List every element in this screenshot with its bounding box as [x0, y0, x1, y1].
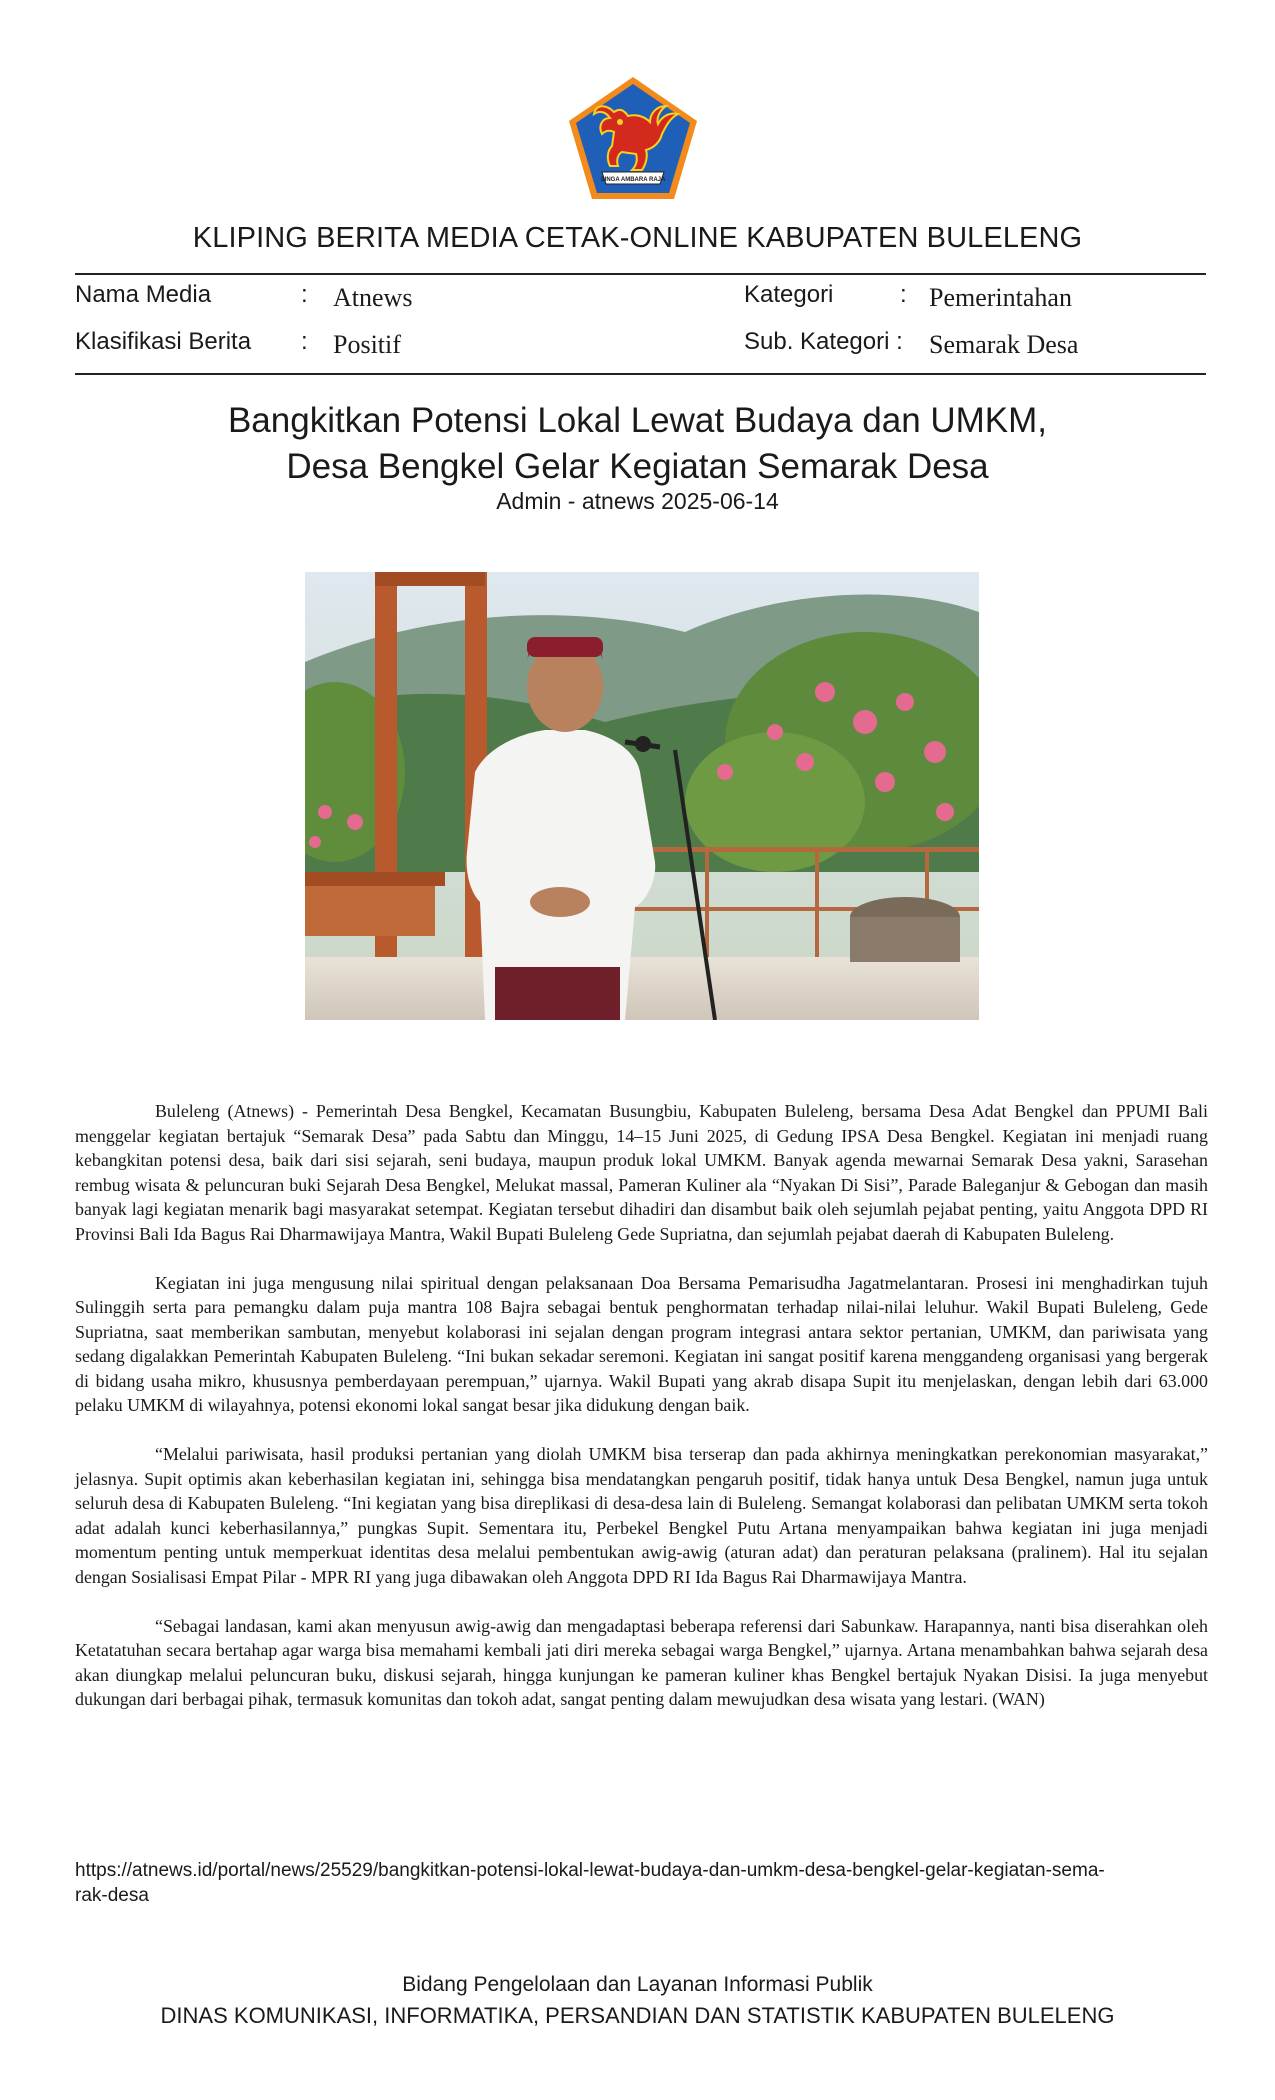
- media-value: Atnews: [333, 283, 413, 312]
- article-paragraph-3: “Melalui pariwisata, hasil produksi pertanian yang diolah UMKM bisa terserap dan pada akhirnya meningkatkan perekonomian masyarakat,” jelasnya. Supit optimis akan keberhasilan kegiatan ini, sehingga bisa mendatangkan pengaruh positif, tidak hanya untuk Desa Bengkel, namun juga untuk seluruh desa di Kabupaten Buleleng. “Ini kegiatan yang bisa direplikasi di desa-desa lain di Buleleng. Semangat kolaborasi dan pelibatan UMKM serta tokoh adat adalah kunci keberhasilannya,” pungkas Supit. Sementara itu, Perbekel Bengkel Putu Artana menyampaikan bahwa kegiatan ini juga menjadi momentum penting untuk memperkuat identitas desa melalui pembentukan awig-awig (aturan adat) dan peraturan pelaksana (pralinem). Hal itu sejalan dengan Sosialisasi Empat Pilar - MPR RI yang juga dibawakan oleh Anggota DPD RI Ida Bagus Rai Dharmawijaya Mantra.: [75, 1444, 1208, 1587]
- header-divider-bottom: [75, 373, 1206, 375]
- source-url-line-1[interactable]: https://atnews.id/portal/news/25529/bangkitkan-potensi-lokal-lewat-budaya-dan-umkm-desa-bengkel-gelar-kegiatan-sema-: [75, 1860, 1105, 1881]
- source-url[interactable]: [75, 1858, 1208, 1908]
- article-body: [75, 1099, 1208, 1736]
- klasifikasi-label: Klasifikasi Berita: [75, 328, 252, 355]
- article-paragraph-4: “Sebagai landasan, kami akan menyusun awig-awig dan mengadaptasi beberapa referensi dari Sabunkaw. Harapannya, nanti bisa diserahkan oleh Ketatatuhan secara bertahap agar warga bisa memahami kembali jati diri mereka sebagai warga Bengkel,” ujarnya. Artana menambahkan bahwa sejarah desa akan diungkap melalui peluncuran buku, diskusi sejarah, hingga kunjungan ke pameran kuliner khas Bengkel bertajuk Nyakan Disisi. Ia juga menyebut dukungan dari berbagai pihak, termasuk komunitas dan tokoh adat, sangat penting dalam mewujudkan desa wisata yang lestari. (WAN): [75, 1615, 1208, 1709]
- article-paragraph-2: Kegiatan ini juga mengusung nilai spiritual dengan pelaksanaan Doa Bersama Pemarisudha Jagatmelantaran. Prosesi ini menghadirkan tujuh Sulinggih serta para pemangku dalam puja mantra 108 Bajra sebagai bentuk penghormatan terhadap nilai-nilai leluhur. Wakil Bupati Buleleng, Gede Supriatna, saat memberikan sambutan, menyebut kolaborasi ini sejalan dengan program integrasi antara sektor pertanian, UMKM, dan pariwisata yang sedang digalakkan Pemerintah Kabupaten Buleleng. “Ini bukan sekadar seremoni. Kegiatan ini sangat positif karena menggandeng organisasi yang bergerak di bidang usaha mikro, khususnya pemberdayaan perempuan,” ujarnya. Wakil Bupati yang akrab disapa Supit itu menjelaskan, dengan lebih dari 63.000 pelaku UMKM di wilayahnya, potensi ekonomi lokal sangat besar jika didukung dengan baik.: [75, 1272, 1208, 1415]
- kategori-separator: :: [900, 281, 907, 308]
- article-paragraph-1: Buleleng (Atnews) - Pemerintah Desa Bengkel, Kecamatan Busungbiu, Kabupaten Buleleng, bersama Desa Adat Bengkel dan PPUMI Bali menggelar kegiatan bertajuk “Semarak Desa” pada Sabtu dan Minggu, 14–15 Juni 2025, di Gedung IPSA Desa Bengkel. Kegiatan ini menjadi ruang kebangkitan potensi desa, baik dari sisi sejarah, seni budaya, maupun produk lokal UMKM. Banyak agenda mewarnai Semarak Desa yakni, Sarasehan rembug wisata & peluncuran buki Sejarah Desa Bengkel, Melukat massal, Pameran Kuliner ala “Nyakan Di Sisi”, Parade Baleganjur & Gebogan dan masih banyak lagi kegiatan menarik bagi masyarakat setempat. Kegiatan tersebut dihadiri dan disambut baik oleh sejumlah pejabat penting, yaitu Anggota DPD RI Provinsi Bali Ida Bagus Rai Dharmawijaya Mantra, Wakil Bupati Buleleng Gede Supriatna, dan sejumlah pejabat daerah di Kabupaten Buleleng.: [75, 1101, 1208, 1244]
- emblem-motto-text: SINGA AMBARA RAJA: [600, 177, 666, 183]
- kategori-value: Pemerintahan: [929, 283, 1072, 312]
- klasifikasi-value: Positif: [333, 330, 401, 359]
- article-byline: Admin - atnews 2025-06-14: [496, 488, 779, 514]
- subkategori-value: Semarak Desa: [929, 330, 1079, 359]
- kategori-label: Kategori: [744, 281, 834, 308]
- document-title: KLIPING BERITA MEDIA CETAK-ONLINE KABUPATEN BULELENG: [192, 222, 1083, 254]
- headline-line-1: Bangkitkan Potensi Lokal Lewat Budaya dan UMKM,: [227, 401, 1048, 440]
- source-url-line-2[interactable]: rak-desa: [75, 1885, 149, 1906]
- article-headline: [0, 398, 1275, 490]
- media-label: Nama Media: [75, 281, 212, 308]
- headline-line-2: Desa Bengkel Gelar Kegiatan Semarak Desa: [286, 447, 989, 486]
- article-photo: [305, 572, 979, 1020]
- subkategori-label: Sub. Kategori :: [744, 328, 903, 355]
- media-separator: :: [301, 281, 308, 308]
- buleleng-emblem-logo: [566, 74, 700, 202]
- footer-agency: DINAS KOMUNIKASI, INFORMATIKA, PERSANDIAN DAN STATISTIK KABUPATEN BULELENG: [160, 2003, 1115, 2028]
- header-divider-top: [75, 273, 1206, 275]
- footer-department: Bidang Pengelolaan dan Layanan Informasi Publik: [402, 1973, 873, 1996]
- klasifikasi-separator: :: [301, 328, 308, 355]
